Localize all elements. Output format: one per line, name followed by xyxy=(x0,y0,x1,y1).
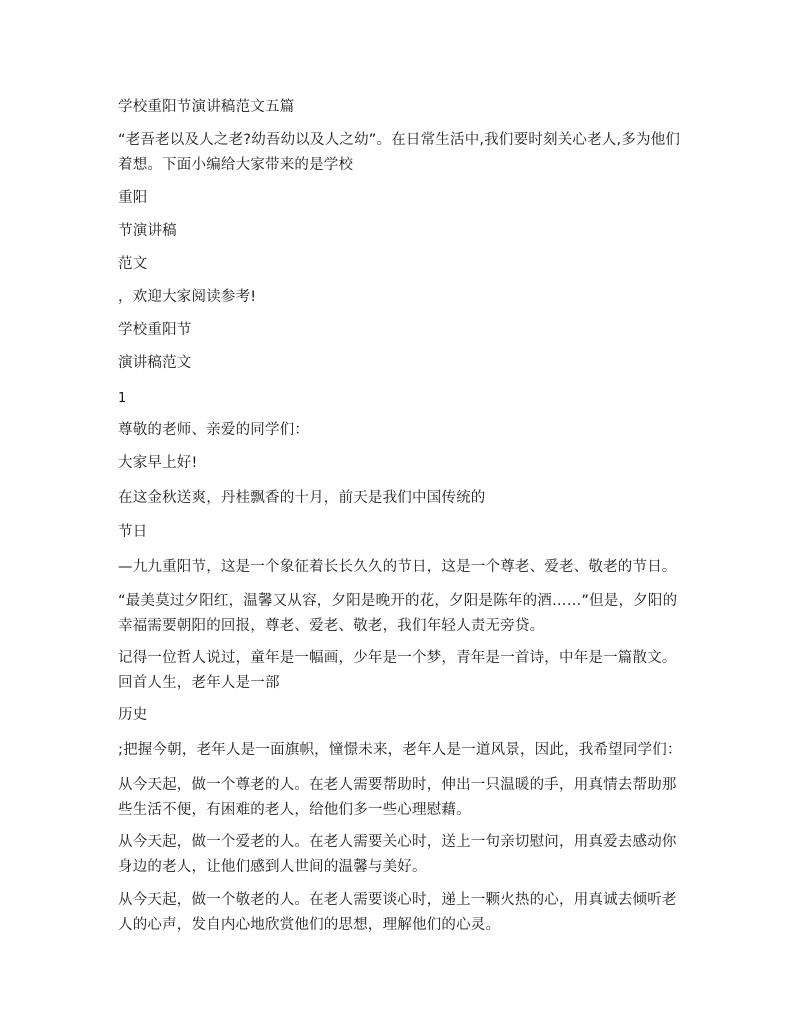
salutation: 尊敬的老师、亲爱的同学们： xyxy=(118,422,310,438)
body-paragraph: 从今天起，做一个爱老的人。在老人需要关心时，送上一句亲切慰问，用真爱去感动你身边的老人，让他们感到人世间的温馨与美好。 xyxy=(118,834,677,875)
text-line-welcome: ，欢迎大家阅读参考! xyxy=(118,289,257,305)
text-line-chongyang: 重阳 xyxy=(118,190,148,206)
text-line-festival: 节日 xyxy=(118,524,148,540)
body-paragraph: —九九重阳节，这是一个象征着长长久久的节日，这是一个尊老、爱老、敬老的节日。 xyxy=(118,559,677,575)
body-paragraph: “最美莫过夕阳红，温馨又从容，夕阳是晚开的花，夕阳是陈年的酒……”但是，夕阳的幸福需要朝阳的回报，尊老、爱老、敬老，我们年轻人责无旁贷。 xyxy=(118,593,678,634)
body-paragraph: 记得一位哲人说过，童年是一幅画，少年是一个梦，青年是一首诗，中年是一篇散文。回首人生，老年人是一部 xyxy=(118,650,677,691)
body-paragraph: 从今天起，做一个尊老的人。在老人需要帮助时，伸出一只温暖的手，用真情去帮助那些生活不便，有困难的老人，给他们多一些心理慰藉。 xyxy=(118,777,677,818)
document-title: 学校重阳节演讲稿范文五篇 xyxy=(118,99,295,115)
text-line-history: 历史 xyxy=(118,707,148,723)
section-number: 1 xyxy=(118,391,127,406)
intro-paragraph: “老吾老以及人之老?幼吾幼以及人之幼”。在日常生活中,我们要时刻关心老人,多为他们着想。下面小编给大家带来的是学校 xyxy=(118,132,681,173)
text-line-speech: 节演讲稿 xyxy=(118,223,177,239)
section-heading-part1: 学校重阳节 xyxy=(118,322,192,338)
text-line-sample: 范文 xyxy=(118,256,148,272)
body-paragraph: 在这金秋送爽，丹桂飘香的十月，前天是我们中国传统的 xyxy=(118,490,486,506)
section-heading-part2: 演讲稿范文 xyxy=(118,355,192,371)
greeting: 大家早上好! xyxy=(118,455,198,471)
body-paragraph: ;把握今朝，老年人是一面旗帜，憧憬未来，老年人是一道风景，因此，我希望同学们： xyxy=(118,742,682,758)
body-paragraph: 从今天起，做一个敬老的人。在老人需要谈心时，递上一颗火热的心，用真诚去倾听老人的心声，发自内心地欣赏他们的思想，理解他们的心灵。 xyxy=(118,892,677,933)
